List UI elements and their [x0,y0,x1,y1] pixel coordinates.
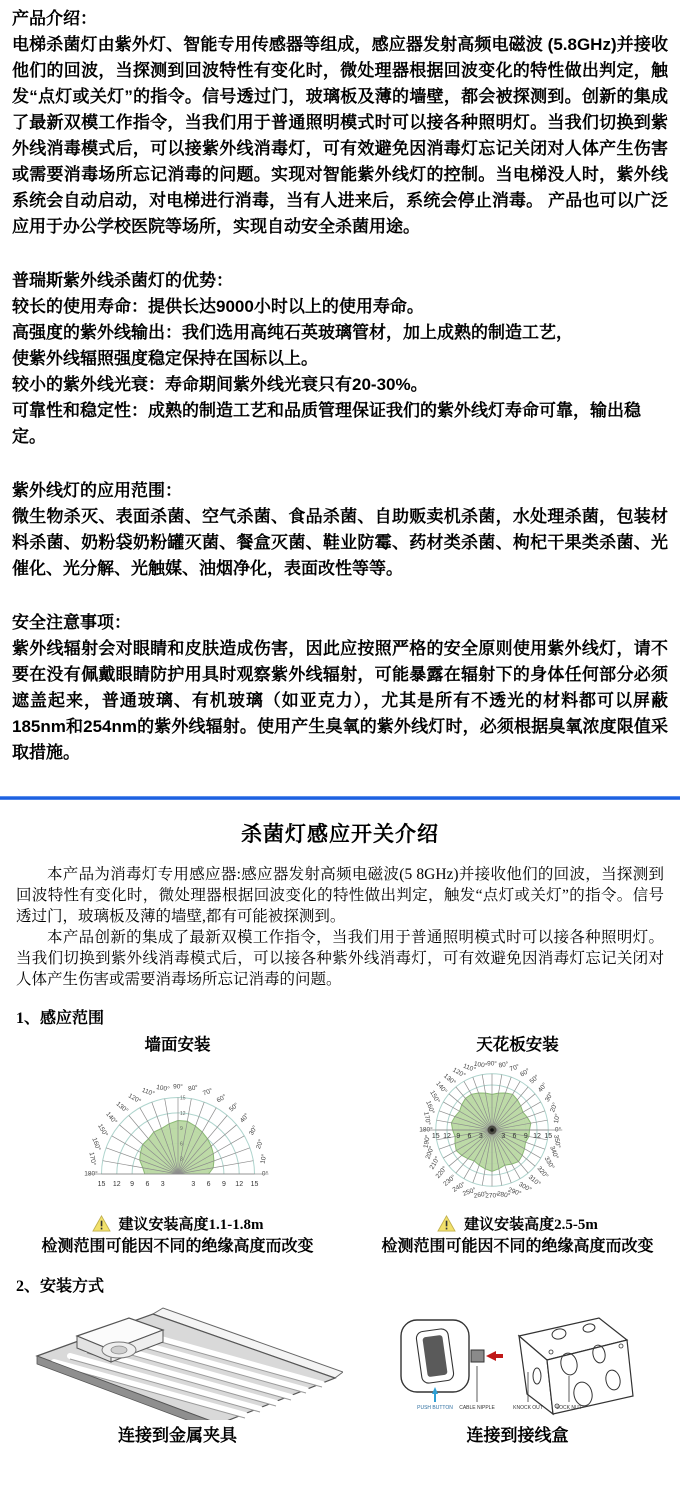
svg-text:12: 12 [180,1110,186,1117]
svg-text:330°: 330° [542,1155,556,1171]
junction-box-caption: 连接到接线盒 [466,1426,569,1445]
installation-figures [0,1302,680,1448]
svg-text:300°: 300° [517,1180,533,1194]
ceiling-mount-polar-chart [355,1056,680,1202]
svg-text:3: 3 [160,1181,165,1188]
svg-text:290°: 290° [507,1186,523,1198]
knock-out-label: KNOCK OUT [512,1405,543,1411]
svg-text:180°: 180° [84,1170,98,1178]
svg-text:40°: 40° [536,1081,549,1094]
sensor-paragraph-2: 本产品创新的集成了最新双模工作指令，当我们用于普通照明模式时可以接各种照明灯。当我们切换到紫外线消毒模式后，可以接各种紫外线消毒灯，可有效避免因消毒灯忘记关闭对人体产生伤害或需要消毒场所忘记消毒的问题。 [16,929,664,988]
safety-body: 紫外线辐射会对眼睛和皮肤造成伤害，因此应按照严格的安全原则使用紫外线灯，请不要在没有佩戴眼睛防护用具时观察紫外线辐射，可能暴露在辐射下的身体任何部分必须遮盖起来，普通玻璃、有机玻璃（如亚克力），尤其是所有不透光的材料都可以屏蔽185nm和254nm的紫外线辐射。使用产生臭氧的紫外线灯时，必须根据臭氧浓度限值采取措施。 [12,639,668,762]
svg-text:3: 3 [501,1133,506,1140]
svg-text:0°: 0° [554,1126,562,1134]
svg-text:110°: 110° [140,1086,156,1098]
svg-text:90°: 90° [173,1083,183,1091]
metal-clamp-figure [0,1302,355,1448]
svg-text:80°: 80° [187,1084,199,1093]
svg-text:12: 12 [443,1133,451,1140]
ceiling-mount-column [355,1034,680,1258]
svg-text:170°: 170° [87,1151,97,1167]
svg-text:15: 15 [544,1133,553,1140]
junction-box-figure [355,1302,680,1448]
svg-text:9: 9 [221,1181,226,1188]
svg-text:70°: 70° [202,1087,214,1098]
sensor-paragraph-1: 本产品为消毒灯专用感应器:感应器发射高频电磁波(5 8GHz)并接收他们的回波，当探测到回波特性有变化时，微处理器根据回波变化的特性做出判定，触发“点灯或关灯”的指令。信号透过门，玻璃板及薄的墙壁,都有可能被探测到。 [16,866,664,925]
intro-body: 电梯杀菌灯由紫外灯、智能专用传感器等组成，感应器发射高频电磁波 (5.8GHz)并接收他们的回波，当探测到回波特性有变化时，微处理器根据回波变化的特性做出判定，触发“点灯或关灯”的指令。信号透过门，玻璃板及薄的墙壁，都会被探测到。创新的集成了最新双模工作指令，当我们用于普通照明模式时可以接各种照明灯。当我们切换到紫外线消毒模式后，可以接紫外线消毒灯，可有效避免因消毒灯忘记关闭对人体产生伤害或需要消毒场所忘记消毒的问题。实现对智能紫外线灯的控制。当电梯没人时，紫外线系统会自动启动，对电梯进行消毒，当有人进来后，系统会停止消毒。 产品也可以广泛应用于办公学校医院等场所，实现自动安全杀菌用途。 [12,35,668,236]
svg-text:320°: 320° [535,1165,550,1180]
wall-warning-text: 建议安装高度1.1-1.8m [118,1216,264,1233]
warning-triangle-icon [92,1215,111,1232]
svg-text:120°: 120° [451,1066,467,1080]
installation-heading: 2、安装方式 [16,1278,105,1295]
svg-text:0°: 0° [261,1170,269,1178]
list-line: 使紫外线辐照强度稳定保持在国标以上。 [12,349,318,368]
svg-text:100°: 100° [155,1083,171,1094]
svg-text:140°: 140° [104,1110,119,1126]
svg-text:50°: 50° [228,1101,241,1114]
svg-text:15: 15 [180,1095,186,1102]
cable-nipple-label: CABLE NIPPLE [458,1405,495,1411]
safety-heading: 安全注意事项： [12,613,131,632]
svg-text:10°: 10° [552,1113,562,1124]
svg-text:180°: 180° [419,1126,433,1134]
svg-text:100°: 100° [473,1060,488,1070]
svg-text:60°: 60° [215,1093,228,1105]
wall-mount-polar-chart [0,1056,355,1202]
list-line: 高强度的紫外线输出：我们选用高纯石英玻璃管材，加上成熟的制造工艺， [12,323,573,342]
svg-text:110°: 110° [462,1062,477,1074]
svg-text:15: 15 [431,1133,440,1140]
svg-text:150°: 150° [428,1089,442,1105]
svg-text:200°: 200° [424,1145,436,1161]
junction-box-illustration [393,1302,643,1420]
svg-text:350°: 350° [552,1134,562,1149]
svg-text:80°: 80° [498,1060,509,1070]
svg-text:170°: 170° [422,1111,432,1126]
ceiling-note: 检测范围可能因不同的绝缘高度而改变 [381,1238,654,1255]
svg-text:9: 9 [130,1181,135,1188]
svg-text:20°: 20° [255,1138,265,1151]
lock-nut-label: LOCK NUT [555,1405,582,1411]
svg-text:90°: 90° [487,1060,497,1068]
svg-text:9: 9 [180,1126,183,1133]
svg-text:30°: 30° [543,1091,555,1104]
svg-text:150°: 150° [96,1123,109,1139]
svg-text:20°: 20° [549,1101,560,1114]
advantages-heading: 普瑞斯紫外线杀菌灯的优势： [12,271,233,290]
svg-text:240°: 240° [451,1180,467,1194]
svg-text:6: 6 [512,1133,517,1140]
svg-text:270°: 270° [485,1192,499,1200]
svg-text:130°: 130° [114,1100,130,1115]
svg-text:40°: 40° [238,1112,251,1125]
sensing-range-heading: 1、感应范围 [16,1010,105,1027]
warning-triangle-icon [437,1215,456,1232]
svg-text:15: 15 [250,1181,259,1188]
svg-text:230°: 230° [442,1173,458,1188]
push-button-label: PUSH BUTTON [416,1405,453,1411]
svg-text:50°: 50° [528,1073,541,1086]
svg-text:6: 6 [145,1181,150,1188]
svg-text:9: 9 [523,1133,528,1140]
applications-body: 微生物杀灭、表面杀菌、空气杀菌、食品杀菌、自助贩卖机杀菌，水处理杀菌，包装材料杀菌、奶粉袋奶粉罐灭菌、餐盒灭菌、鞋业防霉、药材类杀菌、枸杞干果类杀菌、光催化、光分解、光触媒、油烟净化，表面改性等等。 [12,507,668,578]
wall-note: 检测范围可能因不同的绝缘高度而改变 [41,1238,314,1255]
svg-text:15: 15 [97,1181,106,1188]
svg-text:3: 3 [191,1181,196,1188]
svg-text:190°: 190° [422,1134,432,1149]
svg-text:160°: 160° [424,1099,436,1115]
wall-mount-title: 墙面安装 [144,1035,211,1054]
svg-text:260°: 260° [473,1190,488,1200]
list-line: 较长的使用寿命：提供长达9000小时以上的使用寿命。 [12,297,424,316]
svg-text:12: 12 [533,1133,541,1140]
intro-heading: 产品介绍： [12,9,97,28]
svg-text:130°: 130° [442,1072,457,1087]
svg-text:3: 3 [478,1133,483,1140]
svg-text:140°: 140° [434,1080,449,1096]
lamp-fixture-illustration [13,1302,343,1420]
ceiling-warning-line [355,1212,680,1234]
svg-text:70°: 70° [508,1063,521,1074]
svg-text:310°: 310° [526,1173,542,1188]
svg-text:3: 3 [180,1156,183,1163]
svg-text:6: 6 [467,1133,472,1140]
svg-text:6: 6 [180,1141,183,1148]
svg-text:160°: 160° [90,1136,102,1152]
metal-clamp-caption: 连接到金属夹具 [118,1426,237,1445]
svg-text:280°: 280° [496,1190,511,1200]
svg-text:12: 12 [235,1181,244,1188]
svg-text:340°: 340° [548,1145,560,1161]
ceiling-mount-title: 天花板安装 [476,1035,559,1054]
sensor-switch-section [0,820,680,1448]
svg-text:250°: 250° [461,1186,477,1198]
wall-warning-line [0,1212,355,1234]
ceiling-warning-text: 建议安装高度2.5-5m [464,1216,598,1233]
list-line: 可靠性和稳定性：成熟的制造工艺和品质管理保证我们的紫外线灯寿命可靠，输出稳定。 [12,401,641,446]
svg-text:210°: 210° [428,1155,442,1171]
sensor-section-title: 杀菌灯感应开关介绍 [241,822,439,846]
svg-text:30°: 30° [247,1124,259,1137]
svg-text:120°: 120° [126,1092,142,1106]
blue-divider [0,796,680,800]
sensing-range-diagrams [0,1034,680,1258]
wall-mount-column [0,1034,355,1258]
list-line: 较小的紫外线光衰：寿命期间紫外线光衰只有20-30%。 [12,375,428,394]
svg-text:6: 6 [206,1181,211,1188]
svg-text:9: 9 [456,1133,461,1140]
svg-text:10°: 10° [259,1153,269,1165]
svg-text:12: 12 [112,1181,121,1188]
applications-heading: 紫外线灯的应用范围： [12,481,182,500]
advantages-list [12,294,668,450]
svg-text:220°: 220° [434,1165,449,1180]
svg-text:60°: 60° [519,1067,532,1079]
